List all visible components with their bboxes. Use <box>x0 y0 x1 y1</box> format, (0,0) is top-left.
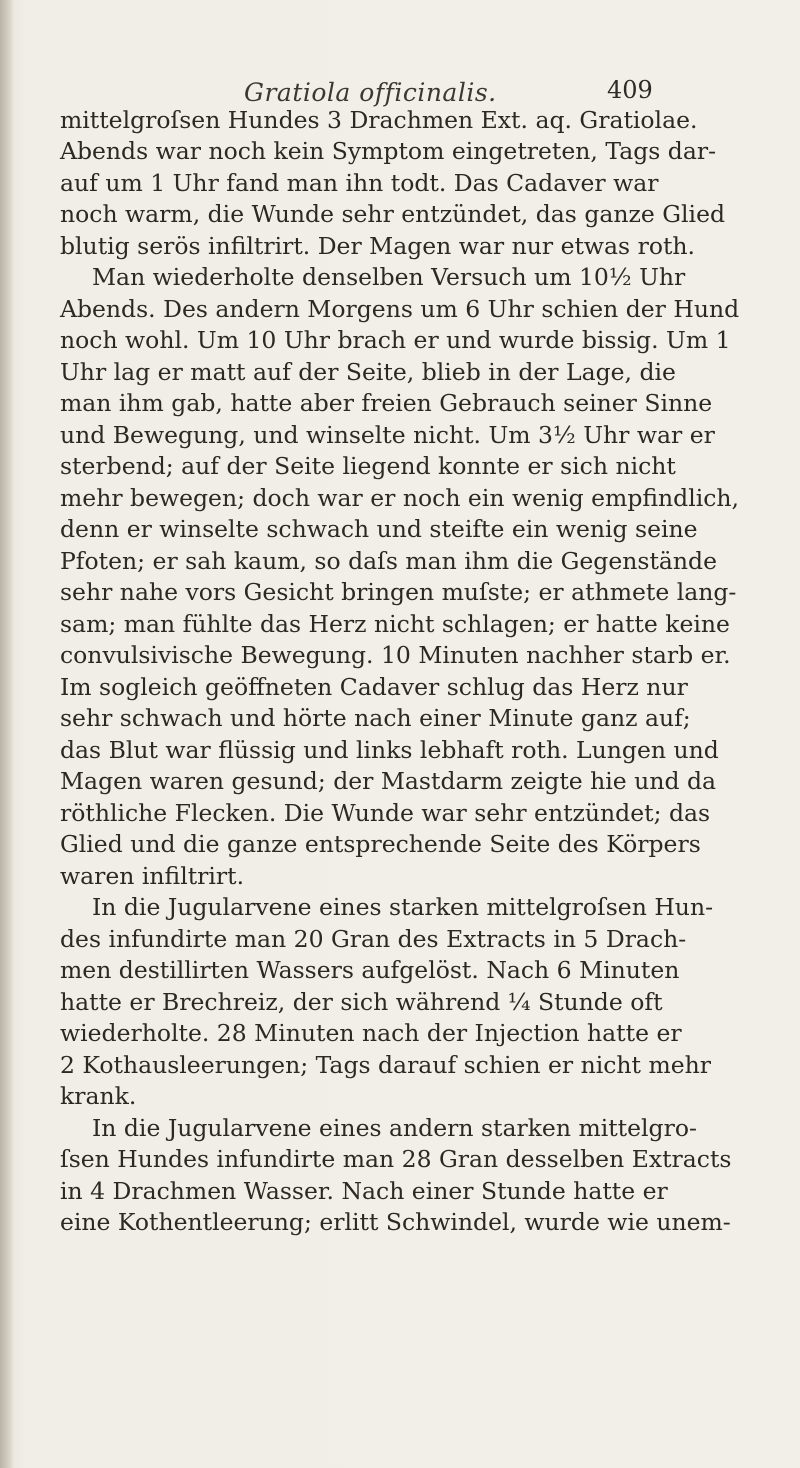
text-line: Abends. Des andern Morgens um 6 Uhr schien der Hund <box>60 295 740 323</box>
text-line: sehr nahe vors Gesicht bringen muſste; er athmete lang- <box>60 578 737 606</box>
page-number: 409 <box>607 76 653 104</box>
text-line: hatte er Brechreiz, der sich während ¼ Stunde oft <box>60 988 663 1016</box>
text-line: mehr bewegen; doch war er noch ein wenig empfindlich, <box>60 484 740 512</box>
text-line: Magen waren gesund; der Mastdarm zeigte hie und da <box>60 767 717 795</box>
text-line: sehr schwach und hörte nach einer Minute ganz auf; <box>60 704 691 732</box>
text-line: sterbend; auf der Seite liegend konnte er sich nicht <box>60 452 676 480</box>
text-line: röthliche Flecken. Die Wunde war sehr entzündet; das <box>60 799 711 827</box>
text-line: Im sogleich geöffneten Cadaver schlug das Herz nur <box>60 673 688 701</box>
text-line: mittelgroſsen Hundes 3 Drachmen Ext. aq. Gratiolae. <box>60 106 698 134</box>
text-line: In die Jugularvene eines andern starken mittelgro- <box>92 1114 697 1142</box>
text-line: das Blut war flüssig und links lebhaft roth. Lungen und <box>60 736 719 764</box>
text-line: In die Jugularvene eines starken mittelgroſsen Hun- <box>92 893 714 921</box>
page-gutter-shadow <box>0 0 14 1468</box>
text-line: in 4 Drachmen Wasser. Nach einer Stunde hatte er <box>60 1177 668 1205</box>
text-line: ſsen Hundes infundirte man 28 Gran desselben Extracts <box>60 1145 732 1173</box>
text-line: 2 Kothausleerungen; Tags darauf schien er nicht mehr <box>60 1051 712 1079</box>
text-line: waren infiltrirt. <box>60 862 245 890</box>
text-line: Pfoten; er sah kaum, so daſs man ihm die Gegenstände <box>60 547 717 575</box>
text-line: men destillirten Wassers aufgelöst. Nach 6 Minuten <box>60 956 680 984</box>
text-line: Uhr lag er matt auf der Seite, blieb in der Lage, die <box>60 358 676 386</box>
text-line: auf um 1 Uhr fand man ihn todt. Das Cadaver war <box>60 169 659 197</box>
running-title: Gratiola officinalis. <box>244 78 497 107</box>
text-line: noch warm, die Wunde sehr entzündet, das ganze Glied <box>60 200 726 228</box>
text-line: man ihm gab, hatte aber freien Gebrauch seiner Sinne <box>60 389 713 417</box>
text-line: noch wohl. Um 10 Uhr brach er und wurde bissig. Um 1 <box>60 326 731 354</box>
text-line: wiederholte. 28 Minuten nach der Injection hatte er <box>60 1019 682 1047</box>
text-line: denn er winselte schwach und steifte ein wenig seine <box>60 515 698 543</box>
text-line: sam; man fühlte das Herz nicht schlagen; er hatte keine <box>60 610 730 638</box>
text-line: Glied und die ganze entsprechende Seite des Körpers <box>60 830 701 858</box>
text-line: eine Kothentleerung; erlitt Schwindel, wurde wie unem- <box>60 1208 731 1236</box>
text-line: Man wiederholte denselben Versuch um 10½ Uhr <box>92 263 686 291</box>
text-line: Abends war noch kein Symptom eingetreten, Tags dar- <box>60 137 717 165</box>
text-line: krank. <box>60 1082 137 1110</box>
text-line: des infundirte man 20 Gran des Extracts in 5 Drach- <box>60 925 687 953</box>
text-line: blutig serös infiltrirt. Der Magen war nur etwas roth. <box>60 232 696 260</box>
text-line: und Bewegung, und winselte nicht. Um 3½ Uhr war er <box>60 421 715 449</box>
text-line: convulsivische Bewegung. 10 Minuten nachher starb er. <box>60 641 731 669</box>
